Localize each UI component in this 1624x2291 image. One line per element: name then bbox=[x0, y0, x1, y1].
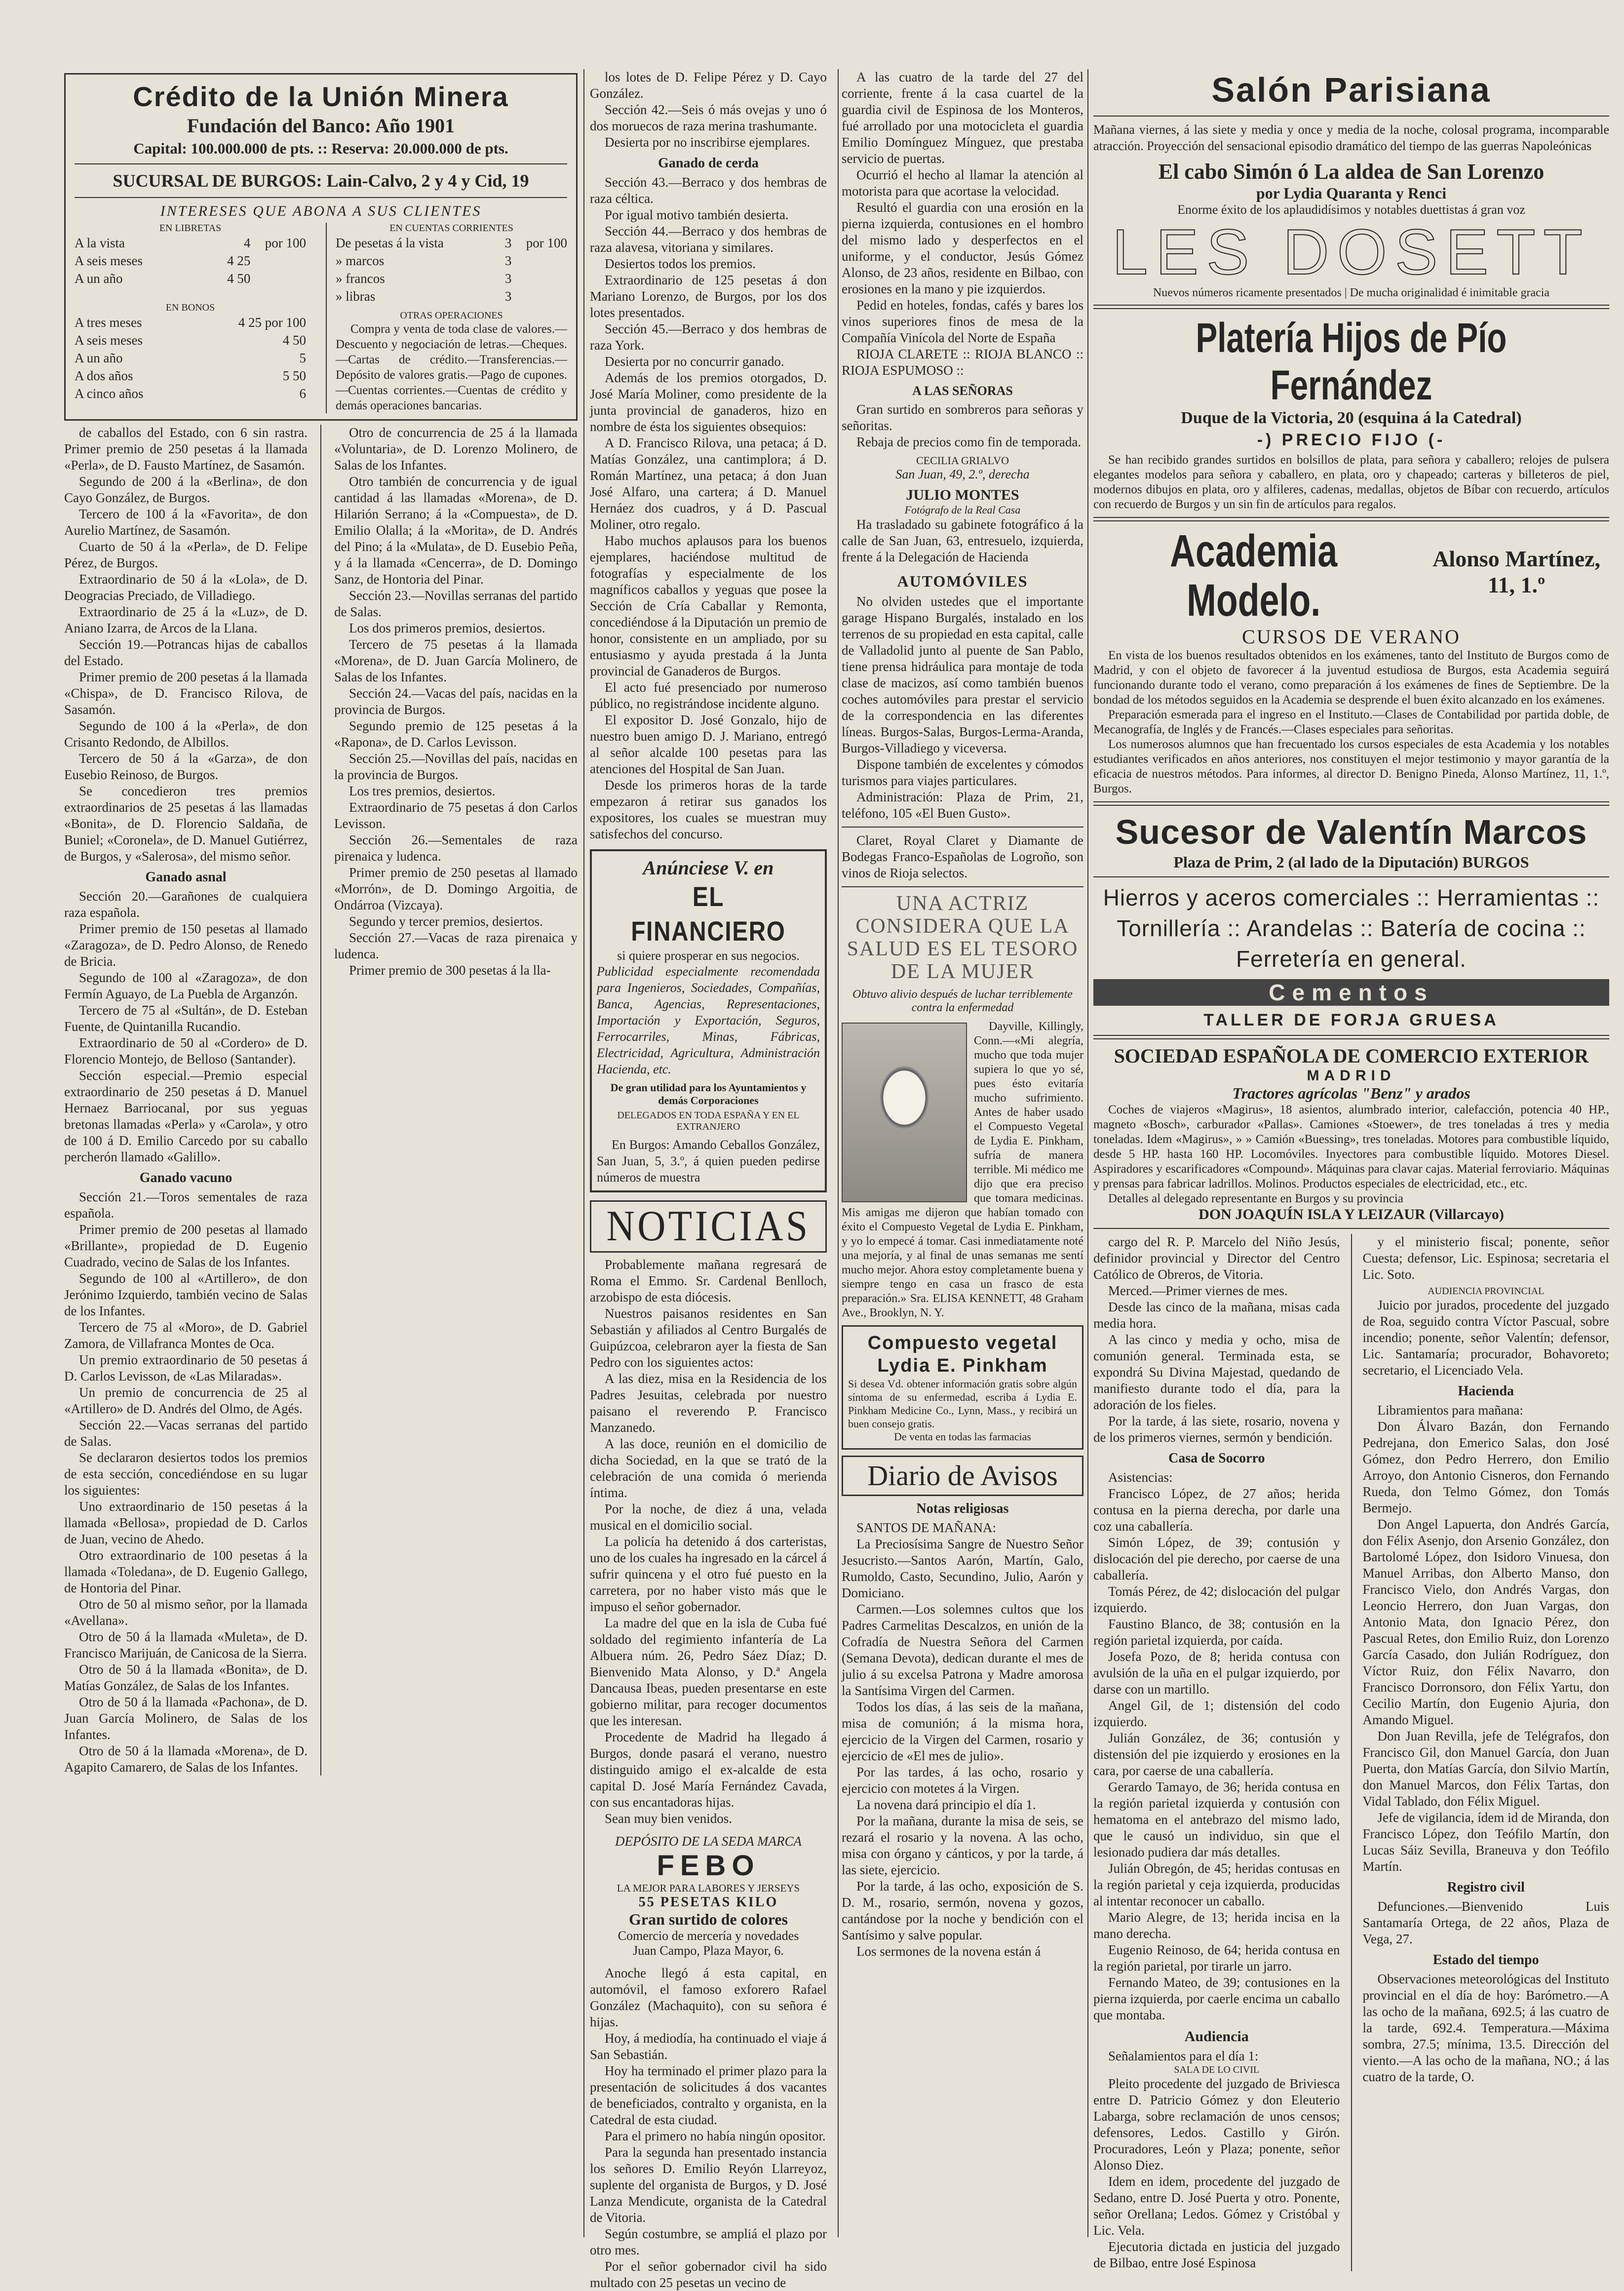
paragraph: Ocurrió el hecho al llamar la atención al motorista para que acortase la velocidad. bbox=[842, 167, 1083, 198]
paragraph: Faustino Blanco, de 38; contusión en la región parietal izquierda, por caída. bbox=[1093, 1617, 1340, 1648]
bank-capital: Capital: 100.000.000 de pts. :: Reserva: 20.000.000 de pts. bbox=[133, 140, 508, 157]
paragraph: Tercero de 50 á la «Garza», de don Eusebio Reinoso, de Burgos. bbox=[64, 751, 308, 782]
column-2b: A las cuatro de la tarde del 27 del corriente, frente á la casa cuartel de la guardia civil de Espinosa de los Monteros, fué arrollado por una motocicleta el guardia Emilio Domínguez Mínguez, que prestaba servicio de puertas. Ocurrió el hecho al llamar la atención al motorista para que acortase la velocidad. Resultó el guardia con una erosión en la pierna izquierda, contusiones en el hombro del mismo lado y desperfectos en el uniforme, y el conductor, Jesús Gómez Alonso, de 23 años, residente en Bilbao, con erosiones en la mano y pie izquierdos. Pedid en hoteles, fondas, cafés y bares los vinos superiores finos de mesa de la Compañía Vinícola del Norte de España RIOJA CLARETE :: RIOJA BLANCO :: RIOJA ESPUMOSO :: A LAS SEÑORAS Gran surtido en sombreros para señoras y señoritas. Rebaja de precios como fin de temporada. CECILIA GRIALVO San Juan, 49, 2.º, derecha JULIO MONTES Fotógrafo de la Real Casa Ha trasladado su gabinete fotográfico á la calle de San Juan, 63, entresuelo, izquierda, frente á la Delegación de Hacienda AUTOMÓVILES No olviden ustedes que el importante garage Hispano Burgalés, instalado en los terrenos de su propiedad en esta capital, calle de Valladolid junto al puente de San Pablo, tiene prensa hidráulica para montaje de toda clase de macizos, así como también buenos coches automóviles para prestar el servicio de la correspondencia en las diferentes líneas. Burgos-Salas, Burgos-Lerma-Aranda, Burgos-Villadiego y viceversa. Dispone también de excelentes y cómodos turismos para viajes particulares. Administración: Plaza de Prim, 21, teléfono, 105 «El Buen Gusto». Claret, Royal Claret y Diamante de Bodegas Franco-Españolas de Logroño, son vinos de Rioja selectos. UNA ACTRIZ CONSIDERA QUE LA SALUD ES EL TESORO DE LA MUJER Obtuvo alivio después de luchar terriblemente contra la enfermedad Dayville, Killingly, Conn.—«Mi alegría, mucho que toda mujer supiera lo que yo sé, pues ésto evitaría mucho sufrimiento. Antes de haber usado el Compuesto Vegetal de Lydia E. Pinkham, sufría de manera terrible. Mi médico me dijo que era preciso que tomara medicinas. Mis amigas me dijeron que habían tomado con éxito el Compuesto Vegetal de Lydia E. Pinkham, y yo lo empecé á tomar. Casi inmediatamente noté una mejoría, y al final de unas semanas me sentí mucho mejor. Ahora estoy completamente buena y siempre tengo en casa un frasco de esta preparación.» Sra. ELISA KENNETT, 48 Graham Ave., Brooklyn, N. Y. Compuesto vegetal Lydia E. Pinkham Si desea Vd. obtener información gratis sobre algún síntoma de su enfermedad, escriba á Lydia E. Pinkham Medicine Co., Lynn, Mass., y recibirá un buen consejo gratis. De venta en todas las farmacias Diario de Avisos Notas religiosas SANTOS DE MAÑANA: La Preciosísima Sangre de Nuestro Señor Jesucristo.—Santos Aarón, Martín, Galo, Rumoldo, Casto, Secundino, Julio, Aarón y Domiciano. Carmen.—Los solemnes cultos que los Padres Carmelitas Descalzos, en unión de la Cofradía de Nuestra Señora del Carmen (Semana Devota), dedican durante el mes de julio á su excelsa Patrona y Madre amorosa la Santísima Virgen del Carmen. Todos los días, á las seis de la mañana, misa de comunión; á la misma hora, ejercicio de la Virgen del Carmen, rosario y ejercicio de «El mes de julio». Por las tardes, á las ocho, rosario y ejercicio con motetes á la Virgen. La novena dará principio el día 1. Por la mañana, durante la misa de seis, se rezará el rosario y la novena. A las ocho, misa con órgano y cánticos, y por la tarde, á las siete, ejercicio. Por la tarde, á las ocho, exposición de S. D. M., rosario, sermón, novena y gozos, cantándose por la noche y bendición con el Santísimo y salve popular. Los sermones de la novena están á bbox=[842, 70, 1083, 1959]
column-rule bbox=[1087, 69, 1088, 2237]
paragraph: Segundo y tercer premios, desiertos. bbox=[349, 914, 543, 929]
paragraph: Desierta por no concurrir ganado. bbox=[605, 354, 784, 369]
rate-cell: A seis meses bbox=[75, 333, 143, 348]
paragraph: Primer premio de 300 pesetas á la lla- bbox=[349, 963, 551, 978]
rate-row bbox=[75, 234, 306, 252]
paragraph: Angel Gil, de 1; distensión del codo izquierdo. bbox=[1093, 1698, 1340, 1729]
bank-ad bbox=[64, 73, 578, 421]
column-3: Salón Parisiana Mañana viernes, á las siete y media y once y media de la noche, colosal programa, incomparable atracción. Proyección del sensacional episodio dramático del tiempo de las guerras Napoleónicas El cabo Simón ó La aldea de San Lorenzo por Lydia Quaranta y Renci Enorme éxito de los aplaudidísimos y notables duettistas á gran voz LES DOSETT Nuevos números ricamente presentados | De mucha originalidad é inimitable gracia Platería Hijos de Pío Fernández Duque de la Victoria, 20 (esquina á la Catedral) -) PRECIO FIJO (- Se han recibido grandes surtidos en bolsillos de plata, para señora y caballero; relojes de pulsera elegantes modelos para señora y caballero, en plata, oro y chapeado; carteras y billeteros de piel, modernos dibujos en plata, oro y alfileres, cadenas, medallas, objetos de Bíbar con recuerdo, artículos con recuerdo de Burgos y un sin fin de artículos para regalos. Academia Modelo. Alonso Martínez, 11, 1.º CURSOS DE VERANO En vista de los buenos resultados obtenidos en los exámenes, tanto del Instituto de Burgos como de Madrid, y con el objeto de favorecer á la juventud estudiosa de Burgos, esta Academia seguirá funcionando durante todo el verano, como preparación á los exámenes de fines de Septiembre. De la bondad de los métodos seguidos en la Academia se desprende el buen éxito alcanzado en los exámenes. Preparación esmerada para el ingreso en el Instituto.—Clases de Contabilidad por partida doble, de Mecanografía, de Inglés y de Francés.—Clases especiales para señoritas. Los numerosos alumnos que han frecuentado los cursos especiales de esta Academia y los notables estudiantes verificados en años anteriores, nos constituyen el mejor testimonio y mayor garantía de la eficacia de nuestros métodos. Para informes, al director D. Benigno Pineda, Alonso Martínez, 11, 1.º, Burgos. Sucesor de Valentín Marcos Plaza de Prim, 2 (al lado de la Diputación) BURGOS Hierros y aceros comerciales :: Herramientas :: Tornillería :: Arandelas :: Batería de cocina :: Ferretería en general. Cementos TALLER DE FORJA GRUESA SOCIEDAD ESPAÑOLA DE COMERCIO EXTERIOR MADRID Tractores agrícolas "Benz" y arados Coches de viajeros «Magirus», 18 asientos, alumbrado interior, calefacción, potencia 40 HP., magneto «Bosch», carburador «Pallas». Camiones «Stoewer», de tres toneladas á tres y media toneladas. Idem «Magirus», » » Camión «Buessing», tres toneladas. Motores para combustible líquido, desde 5 HP. hasta 160 HP. Locomóviles. Inyectores para combustible líquido. Motores Diesel. Aspiradores y escarificadores «Compound». Máquinas para clavar cajas. Material ferroviario. Máquinas y prensas para fabricar ladrillos. Molinos. Productos especiales de electricidad, etc., etc. Detalles al delegado representante en Burgos y su provincia DON JOAQUÍN ISLA Y LEIZAUR (Villarcayo) cargo del R. P. Marcelo del Niño Jesús, definidor provincial y Director del Centro Católico de Obreros, de Vitoria. Merced.—Primer viernes de mes. Desde las cinco de la mañana, misas cada media hora. A las cinco y media y ocho, misa de comunión general. Terminada esta, se expondrá Su Divina Majestad, quedando de manifiesto durante todo el día, para la adoración de los fieles. Por la tarde, á las siete, rosario, novena y de los primeros viernes, sermón y bendición. Casa de Socorro Asistencias: Francisco López, de 27 años; herida contusa en la pierna derecha, por darle una coz una caballería. Simón López, de 39; contusión y dislocación del pie derecho, por caerse de una caballería. Tomás Pérez, de 42; dislocación del pulgar izquierdo. Faustino Blanco, de 38; contusión en la región parietal izquierda, por caída. Josefa Pozo, de 8; herida contusa con avulsión de la uña en el pulgar izquierdo, por darse con un martillo. Angel Gil, de 1; distensión del codo izquierdo. Julián González, de 36; contusión y distensión del pie izquierdo y erosiones en la cara, por caerse de una caballería. Gerardo Tamayo, de 36; herida contusa en la región parietal izquierda y contusión con hematoma en el antebrazo del mismo lado, que le causó un individuo, sin que el lesionado pudiera dar más detalles. Julián Obregón, de 45; heridas contusas en la región parietal y ceja izquierda, producidas al intentar reconocer un caballo. Mario Alegre, de 13; herida incisa en la mano derecha. Eugenio Reinoso, de 64; herida contusa en la región parietal, por tirarle un jarro. Fernando Mateo, de 39; contusiones en la pierna izquierda, por caerle encima un caballo que montaba. Audiencia Señalamientos para el día 1: SALA DE LO CIVIL Pleito procedente del juzgado de Briviesca entre D. Patricio Gómez y don Eleuterio Labarga, sobre reclamación de unos censos; defensores, Ledos. Castillo y Girón. Procuradores, León y Plaza; ponente, señor Alonso Diez. Idem en idem, procedente del juzgado de Sedano, entre D. José Puerta y otro. Ponente, señor Orellana; Ledos. Gómez y Cristóbal y Lic. Vela. Ejecutoria dictada en justicia del juzgado de Bilbao, entre José Espinosa y el ministerio fiscal; ponente, señor Cuesta; defensor, Lic. Espinosa; secretaria el Lic. Soto. AUDIENCIA PROVINCIAL Juicio por jurados, procedente del juzgado de Roa, seguido contra Víctor Pascual, sobre incendio; ponente, señor Valentín; defensor, Lic. Santamaría; procurador, Bohavoreto; secretario, el Licenciado Vela. Hacienda Libramientos para mañana: Don Álvaro Bazán, don Fernando Pedrejana, don Emerico Salas, don José Gómez, don Pedro Herrero, don Emilio Arroyo, don Antonio Cisneros, don Fernando Rueda, don Telmo Gómez, don Tomás Bermejo. Don Angel Lapuerta, don Andrés García, don Félix Asenjo, don Arsenio González, don Bartolomé López, don Isidoro Vinuesa, don Manuel Arribas, don Alberto Manso, don Francisco Vielo, don Andrés Vargas, don Leoncio Herrero, don Juan Vargas, don Antonio Mata, don Ignacio Pérez, don Pascual Retes, don Emilio Ruiz, don Lorenzo García Casado, don Julián Rodríguez, don Víctor Ruiz, don Félix Navarro, don Francisco Dorronsoro, don Félix Yartu, don Cecilio Martín, don Eugenio Ajuria, don Amando Miguel. Don Juan Revilla, jefe de Telégrafos, don Francisco Gil, don Manuel García, don Juan Puerta, don Matías García, don Silvio Martín, don Manuel Marcos, don Félix Tartas, don Vidal Tablado, don Félix Miguel. Jefe de vigilancia, ídem id de Miranda, don Francisco López, don Teófilo Martín, don Lucas Sáiz Sevilla, Braneuva y don Teófilo Martín. Registro civil Defunciones.—Bienvenido Luis Santamaría Ortega, de 22 años, Plaza de Vega, 27. Estado del tiempo Observaciones meteorológicas del Instituto provincial en el día de hoy: Barómetro.—A las ocho de la mañana, 692.5; á las cuatro de la tarde, 692.4. Temperatura.—Máxima sombra, 27.5; mínima, 13.5. Dirección del viento.—A las ocho de la mañana, NO.; á las cuatro de la tarde, O. bbox=[1093, 69, 1609, 2237]
rate-cell: 3 bbox=[504, 253, 512, 268]
bank-branch: SUCURSAL DE BURGOS: Lain-Calvo, 2 y 4 y Cid, 19 bbox=[113, 171, 529, 191]
paragraph: Mario Alegre, de 13; herida incisa en la mano derecha. bbox=[1093, 1910, 1340, 1941]
bank-name: Crédito de la Unión Minera bbox=[133, 81, 509, 112]
rate-cell bbox=[250, 270, 306, 287]
column-1-articles bbox=[64, 425, 578, 1776]
section-heading: Ganado de cerda bbox=[658, 156, 759, 171]
rate-row bbox=[75, 314, 306, 331]
paragraph: Otro de 50 á la llamada «Morena», de D. Agapito Camarero, de Salas de los Infantes. bbox=[64, 1743, 308, 1775]
paragraph: La policía ha detenido á dos carteristas, uno de los cuales ha ingresado en la cárcel á sufrir quincena y el otro fué puesto en la carretera, por no haber visto más que le impuso el señor gobernador. bbox=[590, 1534, 827, 1614]
paragraph: Segundo de 100 á la «Perla», de don Crisanto Redondo, de Albillos. bbox=[64, 718, 308, 750]
article-concurso-right bbox=[334, 425, 578, 1776]
plateria-title: Platería Hijos de Pío Fernández bbox=[1196, 315, 1507, 408]
rate-row bbox=[75, 252, 306, 270]
paragraph: A las doce, reunión en el domicilio de dicha Sociedad, en la que se trató de la celebración de una comida ó merienda íntima. bbox=[590, 1436, 827, 1500]
paragraph: El acto fué presenciado por numeroso público, no registrándose incidente alguno. bbox=[590, 680, 827, 711]
paragraph: Otro extraordinario de 100 pesetas á la llamada «Toledana», de D. Eugenio Gallego, de Hontoria del Pinar. bbox=[64, 1548, 308, 1595]
paragraph: Sección 43.—Berraco y dos hembras de raza céltica. bbox=[590, 175, 827, 206]
paragraph: Eugenio Reinoso, de 64; herida contusa en la región parietal, por tirarle un jarro. bbox=[1093, 1942, 1340, 1974]
paragraph: Desierta por no inscribirse ejemplares. bbox=[605, 135, 811, 150]
paragraph: A D. Francisco Rilova, una petaca; á D. Matías González, una cantimplora; á D. Román Martínez, una petaca; á don Juan José Alfaro, una cartera; á D. Manuel Hernáez dos cuadros, y á D. Pascual Moliner, otro regalo. bbox=[590, 435, 827, 532]
paragraph: Cuarto de 50 á la «Perla», de D. Felipe Pérez, de Burgos. bbox=[64, 539, 308, 570]
paragraph: Primer premio de 200 pesetas al llamado «Brillante», propiedad de D. Eugenio Cuadrado, vecino de Salas de los Infantes. bbox=[64, 1222, 308, 1269]
pinkham-ad: Compuesto vegetal Lydia E. Pinkham Si desea Vd. obtener información gratis sobre algún síntoma de su enfermedad, escriba á Lydia E. Pinkham Medicine Co., Lynn, Mass., y recibirá un buen consejo gratis. De venta en todas las farmacias bbox=[842, 1325, 1083, 1450]
rate-row bbox=[75, 331, 306, 349]
paragraph: La novena dará principio el día 1. bbox=[856, 1797, 1036, 1812]
rate-cell bbox=[511, 252, 567, 270]
paragraph: Tercero de 100 á la «Favorita», de don Aurelio Martínez, de Sasamón. bbox=[64, 507, 308, 538]
paragraph: Uno extraordinario de 150 pesetas á la llamada «Bellosa», propiedad de D. Carlos de Juan, vecino de Ahedo. bbox=[64, 1499, 308, 1546]
paragraph: Gerardo Tamayo, de 36; herida contusa en la región parietal izquierda y contusión con hematoma en el antebrazo del mismo lado, que le causó un individuo, sin que el lesionado pudiera dar más detalles. bbox=[1093, 1779, 1340, 1859]
paragraph: Tomás Pérez, de 42; dislocación del pulgar izquierdo. bbox=[1093, 1584, 1340, 1615]
paragraph: Para la segunda han presentado instancia los señores D. Emilio Reyón Llarreyoz, suplente del organista de Burgos, y D. José Lanza Mendicute, organista de la Catedral de Vitoria. bbox=[590, 2145, 827, 2225]
rate-cell bbox=[511, 287, 567, 305]
paragraph: La madre del que en la isla de Cuba fué soldado del regimiento infantería de La Albuera núm. 26, Pedro Sáez Díaz; D. Bienvenido Mata Alonso, y D.ª Angela Dancausa Ibeas, pueden presentarse en este gobierno militar, para recoger documentos que les interesan. bbox=[590, 1616, 827, 1728]
paragraph: Julián González, de 36; contusión y distensión del pie izquierdo y erosiones en la cara, por caerse de una caballería. bbox=[1093, 1731, 1340, 1778]
paragraph: Desiertos todos los premios. bbox=[605, 256, 756, 271]
paragraph: Sección 22.—Vacas serranas del partido de Salas. bbox=[64, 1418, 308, 1449]
paragraph: Además de los premios otorgados, D. José María Moliner, como presidente de la junta provincial de ganaderos, hizo en nombre de ésta los siguientes obsequios: bbox=[590, 370, 827, 434]
column-rule bbox=[583, 69, 584, 2237]
column-2a bbox=[590, 69, 827, 2290]
paragraph: Extraordinario de 125 pesetas á don Mariano Lorenzo, de Burgos, por los dos lotes presentados. bbox=[590, 273, 827, 320]
paragraph: Anoche llegó á esta capital, en automóvil, el famoso exforero Rafael González (Machaquito), con su señora é hijas. bbox=[590, 1966, 827, 2029]
paragraph: Julián Obregón, de 45; heridas contusas en la región parietal y ceja izquierda, producidas al intentar reconocer un caballo. bbox=[1093, 1861, 1340, 1908]
paragraph: Primer premio de 250 pesetas al llamado «Morrón», de D. Domingo Argoitia, de Ondárroa (Vizcaya). bbox=[334, 865, 578, 912]
paragraph: Tercero de 75 pesetas á la llamada «Morena», de D. Juan García Molinero, de Salas de los Infantes. bbox=[334, 637, 578, 684]
rate-row bbox=[75, 270, 306, 287]
paragraph: Otro de 50 al mismo señor, por la llamada «Avellana». bbox=[64, 1597, 308, 1628]
paragraph: Segundo de 100 al «Zaragoza», de don Fermín Aguayo, de La Puebla de Arganzón. bbox=[64, 970, 308, 1001]
paragraph: Sección 27.—Vacas de raza pirenaica y ludenca. bbox=[334, 930, 578, 961]
salon-title: Salón Parisiana bbox=[1211, 71, 1491, 109]
rate-cell: 6 bbox=[299, 386, 306, 401]
paragraph: Para el primero no había ningún opositor. bbox=[605, 2129, 826, 2143]
paragraph: Sección 42.—Seis ó más ovejas y uno ó dos moruecos de raza merina trashumante. bbox=[590, 102, 827, 133]
paragraph: Un premio de concurrencia de 25 al «Artillero» de D. Andrés del Olmo, de Agés. bbox=[64, 1385, 308, 1416]
paragraph: Procedente de Madrid ha llegado á Burgos, donde pasará el verano, nuestro distinguido amigo el ex-alcalde de esta capital D. José María Fernández Cavada, con sus encantadoras hijas. bbox=[590, 1730, 827, 1810]
paragraph: Extraordinario de 50 al «Cordero» de D. Florencio Montejo, de Belloso (Santander). bbox=[64, 1035, 308, 1066]
paragraph: Por la mañana, durante la misa de seis, se rezará el rosario y la novena. A las ocho, misa con órgano y cánticos, y por la tarde, á las siete, ejercicio. bbox=[842, 1814, 1083, 1877]
paragraph: RIOJA CLARETE :: RIOJA BLANCO :: RIOJA ESPUMOSO :: bbox=[842, 347, 1083, 378]
paragraph: Sección 20.—Garañones de cualquiera raza española. bbox=[64, 889, 308, 920]
paragraph: Otro de 50 á la llamada «Muleta», de D. Francisco Marijuán, de Canicosa de la Sierra. bbox=[64, 1629, 308, 1660]
financiero-name: EL FINANCIERO bbox=[631, 881, 786, 947]
rate-cell bbox=[511, 270, 567, 287]
paragraph: Juicio por jurados, procedente del juzgado de Roa, seguido contra Víctor Pascual, sobre incendio; ponente, señor Valentín; defensor, Lic. Santamaría; procurador, Bohavoreto; secretario, el Licenciado Vela. bbox=[1362, 1298, 1609, 1378]
rate-cell: A tres meses bbox=[75, 315, 142, 330]
paragraph: Otro de 50 á la llamada «Pachona», de D. Juan García Molinero, de Salas de los Infantes. bbox=[64, 1695, 308, 1742]
rate-cell: 3 bbox=[504, 289, 512, 304]
rate-cell: 4 bbox=[243, 236, 251, 250]
paragraph: Los sermones de la novena están á bbox=[856, 1944, 1041, 1959]
rate-row bbox=[336, 287, 567, 305]
rate-row bbox=[336, 252, 567, 270]
rate-cell: » libras bbox=[336, 289, 376, 304]
paragraph: Nuestros paisanos residentes en San Sebastián y afiliados al Centro Burgalés de Guipúzcoa, celebraron ayer la fiesta de San Pedro con los siguientes actos: bbox=[590, 1306, 827, 1370]
paragraph: La Preciosísima Sangre de Nuestro Señor Jesucristo.—Santos Aarón, Martín, Galo, Rumoldo, Casto, Secundino, Julio, Aarón y Domiciano. bbox=[842, 1537, 1083, 1600]
paragraph: A las cinco y media y ocho, misa de comunión general. Terminada esta, se expondrá Su Divina Majestad, quedando de manifiesto durante todo el día, para la adoración de los fieles. bbox=[1093, 1332, 1340, 1412]
diario-header: Diario de Avisos bbox=[842, 1456, 1083, 1496]
article-concurso-left bbox=[64, 425, 308, 1776]
paragraph: Josefa Pozo, de 8; herida contusa con avulsión de la uña en el pulgar izquierdo, por darse con un martillo. bbox=[1093, 1649, 1340, 1697]
sucesor-title: Sucesor de Valentín Marcos bbox=[1115, 813, 1587, 851]
paragraph: Desde las cinco de la mañana, misas cada media hora. bbox=[1093, 1300, 1340, 1331]
rate-cell: 4 50 bbox=[227, 271, 251, 286]
rate-cell: De pesetas á la vista bbox=[336, 236, 444, 250]
paragraph: Sección 25.—Novillas del país, nacidas en la provincia de Burgos. bbox=[334, 751, 578, 782]
paragraph: Sección 26.—Sementales de raza pirenaica y ludenca. bbox=[334, 832, 578, 864]
academia-header: Academia Modelo. Alonso Martínez, 11, 1.º bbox=[1170, 526, 1601, 626]
paragraph: cargo del R. P. Marcelo del Niño Jesús, definidor provincial y Director del Centro Católico de Obreros, de Vitoria. bbox=[1093, 1234, 1340, 1282]
otras-text: Compra y venta de toda clase de valores.—Descuento y negociación de letras.—Cheques.—Cartas de crédito.—Transferencias.—Depósito de valores gratis.—Pago de cupones.—Cuentas corrientes.—Cuentas de crédito y demás operaciones bancarias. bbox=[336, 322, 567, 412]
paragraph: Sección 45.—Berraco y dos hembras de raza York. bbox=[590, 321, 827, 353]
rate-cell: 3 bbox=[504, 271, 512, 286]
paragraph: Por el señor gobernador civil ha sido multado con 25 pesetas un vecino de bbox=[590, 2259, 827, 2290]
section-heading: Ganado asnal bbox=[145, 869, 227, 885]
paragraph: Pedid en hoteles, fondas, cafés y bares los vinos superiores finos de mesa de la Compañía Vinícola del Norte de España bbox=[842, 298, 1083, 345]
paragraph: Tercero de 75 al «Moro», de D. Gabriel Zamora, de Villafranca Montes de Oca. bbox=[64, 1320, 308, 1351]
rate-cell: A dos años bbox=[75, 368, 133, 383]
column-3-news bbox=[1093, 1234, 1609, 2271]
paragraph: Otro de concurrencia de 25 á la llamada «Voluntaria», de D. Lorenzo Molinero, de Salas de los Infantes. bbox=[334, 425, 578, 473]
column-1 bbox=[64, 69, 578, 2237]
paragraph: Por la tarde, á las siete, rosario, novena y de los primeros viernes, sermón y bendición. bbox=[1093, 1414, 1340, 1445]
paragraph: El expositor D. José Gonzalo, hijo de nuestro buen amigo D. J. Mariano, entregó al señor alcalde 100 pesetas para las atenciones del Hospital de San Juan. bbox=[590, 712, 827, 776]
rate-cell: 4 50 bbox=[282, 333, 306, 348]
paragraph: y el ministerio fiscal; ponente, señor Cuesta; defensor, Lic. Espinosa; secretaria el Lic. Soto. bbox=[1362, 1234, 1609, 1282]
rate-cell: 4 25 por 100 bbox=[238, 315, 306, 330]
rate-cell bbox=[250, 252, 306, 270]
paragraph: Por la tarde, á las ocho, exposición de S. D. M., rosario, sermón, novena y gozos, cantándose por la noche y bendición con el Santísimo y salve popular. bbox=[842, 1879, 1083, 1942]
paragraph: A las diez, misa en la Residencia de los Padres Jesuitas, celebrada por nuestro paisano el reverendo P. Francisco Manzanedo. bbox=[590, 1371, 827, 1435]
paragraph: de caballos del Estado, con 6 sin rastra. Primer premio de 250 pesetas á la llamada «Perla», de D. Fausto Martínez, de Sasamón. bbox=[64, 425, 308, 473]
paragraph: Sección 23.—Novillas serranas del partido de Salas. bbox=[334, 588, 578, 619]
column-3-news-left: cargo del R. P. Marcelo del Niño Jesús, definidor provincial y Director del Centro Católico de Obreros, de Vitoria. Merced.—Primer viernes de mes. Desde las cinco de la mañana, misas cada media hora. A las cinco y media y ocho, misa de comunión general. Terminada esta, se expondrá Su Divina Majestad, quedando de manifiesto durante todo el día, para la adoración de los fieles. Por la tarde, á las siete, rosario, novena y de los primeros viernes, sermón y bendición. Casa de Socorro Asistencias: Francisco López, de 27 años; herida contusa en la pierna derecha, por darle una coz una caballería. Simón López, de 39; contusión y dislocación del pie derecho, por caerse de una caballería. Tomás Pérez, de 42; dislocación del pulgar izquierdo. Faustino Blanco, de 38; contusión en la región parietal izquierda, por caída. Josefa Pozo, de 8; herida contusa con avulsión de la uña en el pulgar izquierdo, por darse con un martillo. Angel Gil, de 1; distensión del codo izquierdo. Julián González, de 36; contusión y distensión del pie izquierdo y erosiones en la cara, por caerse de una caballería. Gerardo Tamayo, de 36; herida contusa en la región parietal izquierda y contusión con hematoma en el antebrazo del mismo lado, que le causó un individuo, sin que el lesionado pudiera dar más detalles. Julián Obregón, de 45; heridas contusas en la región parietal y ceja izquierda, producidas al intentar reconocer un caballo. Mario Alegre, de 13; herida incisa en la mano derecha. Eugenio Reinoso, de 64; herida contusa en la región parietal, por tirarle un jarro. Fernando Mateo, de 39; contusiones en la pierna izquierda, por caerle encima un caballo que montaba. Audiencia Señalamientos para el día 1: SALA DE LO CIVIL Pleito procedente del juzgado de Briviesca entre D. Patricio Gómez y don Eleuterio Labarga, sobre reclamación de unos censos; defensores, Ledos. Castillo y Girón. Procuradores, León y Plaza; ponente, señor Alonso Diez. Idem en idem, procedente del juzgado de Sedano, entre D. José Puerta y otro. Ponente, señor Orellana; Ledos. Gómez y Cristóbal y Lic. Vela. Ejecutoria dictada en justicia del juzgado de Bilbao, entre José Espinosa bbox=[1093, 1234, 1340, 2270]
paragraph: Desde los primeros horas de la tarde empezaron á retirar sus ganados los expositores, los cuales se muestran muy satisfechos del concurso. bbox=[590, 778, 827, 841]
paragraph: Segundo de 100 al «Artillero», de don Jerónimo Izquierdo, también vecino de Salas de los Infantes. bbox=[64, 1271, 308, 1318]
paragraph: Los tres premios, desiertos. bbox=[349, 784, 496, 798]
paragraph: Se concedieron tres premios extraordinarios de 25 pesetas á las llamadas «Bonita», de D. Florencio Saldaña, de Buniel; «Coronela», de D. Manuel Gutiérrez, de Burgos, y «Salerosa», del mismo señor. bbox=[64, 784, 308, 864]
paragraph: Según costumbre, se ampliá el plazo por otro mes. bbox=[590, 2226, 827, 2257]
rate-cell: 3 bbox=[504, 236, 512, 250]
paragraph: Sean muy bien venidos. bbox=[605, 1811, 732, 1826]
column-2 bbox=[590, 69, 1083, 2290]
paragraph: A las cuatro de la tarde del 27 del corriente, frente á la casa cuartel de la guardia civil de Espinosa de los Monteros, fué arrollado por una motocicleta el guardia Emilio Domínguez Mínguez, que prestaba servicio de puertas. bbox=[842, 70, 1083, 166]
cementos-banner: Cementos bbox=[1093, 979, 1609, 1006]
paragraph: Primer premio de 150 pesetas al llamado «Zaragoza», de D. Pedro Alonso, de Renedo de Bricia. bbox=[64, 921, 308, 969]
section-heading: Ganado vacuno bbox=[139, 1170, 232, 1185]
rate-cell: 5 bbox=[299, 351, 306, 365]
paragraph: Por la noche, de diez á una, velada musical en el domicilio social. bbox=[590, 1501, 827, 1533]
rate-cell: A un año bbox=[75, 351, 123, 365]
interest-title: INTERESES QUE ABONA A SUS CLIENTES bbox=[160, 203, 482, 219]
paragraph: Resultó el guardia con una erosión en la pierna izquierda, contusiones en el hombro del mismo lado y desperfectos en el uniforme, y el conductor, Jesús Gómez Alonso, de 23 años, residente en Bilbao, con erosiones en la mano y pie izquierdos. bbox=[842, 200, 1083, 296]
rate-cell: A cinco años bbox=[75, 386, 144, 401]
paragraph: Todos los días, á las seis de la mañana, misa de comunión; á la misma hora, ejercicio de la Virgen del Carmen, rosario y ejercicio de «El mes de julio». bbox=[842, 1699, 1083, 1763]
rate-cell: por 100 bbox=[526, 236, 567, 250]
financiero-ad: Anúnciese V. en EL FINANCIERO si quiere prosperar en sus negocios. Publicidad especialmente recomendada para Ingenieros, Sociedades, Compañías, Banca, Agencias, Representaciones, Importación y Exportación, Seguros, Ferrocarriles, Minas, Fábricas, Electricidad, Agricultura, Administración Hacienda, etc. De gran utilidad para los Ayuntamientos y demás Corporaciones DELEGADOS EN TODA ESPAÑA Y EN EL EXTRANJERO En Burgos: Amando Ceballos González, San Juan, 5, 3.º, á quien pueden pedirse números de muestra bbox=[590, 849, 827, 1192]
paragraph: Tercero de 75 al «Sultán», de D. Esteban Fuente, de Quintanilla Rucandio. bbox=[64, 1003, 308, 1034]
paragraph: Un premio extraordinario de 50 pesetas á D. Carlos Levisson, de «Las Milaradas». bbox=[64, 1352, 308, 1383]
rate-row bbox=[75, 367, 306, 385]
dosett-title: LES DOSETT bbox=[1112, 216, 1591, 288]
febo-ad: DEPÓSITO DE LA SEDA MARCA FEBO LA MEJOR PARA LABORES Y JERSEYS 55 PESETAS KILO Gran surtido de colores Comercio de mercería y novedades Juan Campo, Plaza Mayor, 6. bbox=[615, 1834, 802, 1958]
paragraph: Segundo premio de 125 pesetas á la «Rapona», de D. Carlos Levisson. bbox=[334, 718, 578, 750]
rate-cell: 5 50 bbox=[282, 368, 306, 383]
cuentas-table: EN CUENTAS CORRIENTES De pesetas á la vista 3 por 100 » marcos 3 » francos 3 » libras 3 OTRAS OPERACIONES Compra y venta de toda clase de valores.—Descuento y negociación de letras.—Cheques.—Cartas de crédito.—Transferencias.—Depósito de valores gratis.—Pago de cupones.—Cuentas corrientes.—Cuentas de crédito y demás operaciones bancarias. bbox=[326, 223, 567, 413]
rate-cell: A un año bbox=[75, 271, 123, 286]
paragraph: Sección especial.—Premio especial extraordinario de 250 pesetas á D. Manuel Hernaez Barriocanal, por sus yeguas bretonas llamadas «Perla» y «Carola», y otro de 100 á D. Emilio Carcedo por su caballo percherón llamado «Galillo». bbox=[64, 1068, 308, 1164]
column-3-news-right: y el ministerio fiscal; ponente, señor Cuesta; defensor, Lic. Espinosa; secretaria el Lic. Soto. AUDIENCIA PROVINCIAL Juicio por jurados, procedente del juzgado de Roa, seguido contra Víctor Pascual, sobre incendio; ponente, señor Valentín; defensor, Lic. Santamaría; procurador, Bohavoreto; secretario, el Licenciado Vela. Hacienda Libramientos para mañana: Don Álvaro Bazán, don Fernando Pedrejana, don Emerico Salas, don José Gómez, don Pedro Herrero, don Emilio Arroyo, don Antonio Cisneros, don Fernando Rueda, don Telmo Gómez, don Tomás Bermejo. Don Angel Lapuerta, don Andrés García, don Félix Asenjo, don Arsenio González, don Bartolomé López, don Isidoro Vinuesa, don Manuel Arribas, don Alberto Manso, don Francisco Vielo, don Andrés Vargas, don Leoncio Herrero, don Juan Vargas, don Antonio Mata, don Ignacio Pérez, don Pascual Retes, don Emilio Ruiz, don Lorenzo García Casado, don Julián Rodríguez, don Víctor Ruiz, don Félix Navarro, don Francisco Dorronsoro, don Félix Yartu, don Cecilio Martín, don Eugenio Ajuria, don Amando Miguel. Don Juan Revilla, jefe de Telégrafos, don Francisco Gil, don Manuel García, don Juan Puerta, don Matías García, don Silvio Martín, don Manuel Marcos, don Félix Tartas, don Vidal Tablado, don Félix Miguel. Jefe de vigilancia, ídem id de Miranda, don Francisco López, don Teófilo Martín, don Lucas Sáiz Sevilla, Braneuva y don Teófilo Martín. Registro civil Defunciones.—Bienvenido Luis Santamaría Ortega, de 22 años, Plaza de Vega, 27. Estado del tiempo Observaciones meteorológicas del Instituto provincial en el día de hoy: Barómetro.—A las ocho de la mañana, 692.5; á las cuatro de la tarde, 692.4. Temperatura.—Máxima sombra, 27.5; mínima, 13.5. Dirección del viento.—A las ocho de la mañana, NO.; á las cuatro de la tarde, O. bbox=[1362, 1234, 1609, 2084]
rate-row bbox=[336, 270, 567, 287]
paragraph: Fernando Mateo, de 39; contusiones en la pierna izquierda, por caerle encima un caballo que montaba. bbox=[1093, 1975, 1340, 2022]
paragraph: Extraordinario de 75 pesetas á don Carlos Levisson. bbox=[334, 800, 578, 831]
pinkham-headline: UNA ACTRIZ CONSIDERA QUE LA SALUD ES EL TESORO DE LA MUJER bbox=[847, 892, 1079, 983]
paragraph: Merced.—Primer viernes de mes. bbox=[1108, 1283, 1288, 1298]
rate-cell: » marcos bbox=[336, 253, 385, 268]
paragraph: Sección 44.—Berraco y dos hembras de raza alavesa, vitoriana y similares. bbox=[590, 224, 827, 255]
rate-cell: por 100 bbox=[265, 236, 306, 250]
paragraph: Hoy ha terminado el primer plazo para la presentación de solicitudes á dos vacantes de beneficiados, contralto y organista, en la Catedral de esta ciudad. bbox=[590, 2063, 827, 2127]
paragraph: Habo muchos aplausos para los buenos ejemplares, haciéndose multitud de fotografías y especialmente de los magníficos caballos y yeguas que posee la Sección de Cría Caballar y Remonta, concediéndose á la Diputación un premio de honor, consistente en un ampliado, por su entusiasmo y ayuda prestada á la Junta provincial de Ganaderos de Burgos. bbox=[590, 533, 827, 678]
paragraph: Hoy, á mediodía, ha continuado el viaje á San Sebastián. bbox=[590, 2031, 827, 2062]
paragraph: Los dos primeros premios, desiertos. bbox=[349, 621, 545, 635]
rate-row bbox=[75, 349, 306, 367]
libretas-table: EN LIBRETAS A la vista 4 por 100 A seis meses 4 25 A un año 4 50 EN BONOS A tres meses 4 25 por 100 A seis meses 4 50 A un año 5 A dos años 5 50 A cinco años 6 bbox=[75, 223, 306, 413]
paragraph: Primer premio de 200 pesetas á la llamada «Chispa», de D. Francisco Rilova, de Sasamón. bbox=[64, 670, 308, 717]
paragraph: Sección 24.—Vacas del país, nacidas en la provincia de Burgos. bbox=[334, 686, 578, 717]
paragraph: Extraordinario de 50 á la «Lola», de D. Deogracias Preciado, de Villadiego. bbox=[64, 572, 308, 603]
rate-cell: 4 25 bbox=[227, 253, 251, 268]
noticias-header: NOTICIAS bbox=[590, 1200, 827, 1253]
paragraph: SANTOS DE MAÑANA: bbox=[856, 1520, 997, 1535]
paragraph: Francisco López, de 27 años; herida contusa en la pierna derecha, por darle una coz una caballería. bbox=[1093, 1486, 1340, 1534]
rate-row bbox=[336, 234, 567, 252]
paragraph: Otro también de concurrencia y de igual cantidad á las llamadas «Morena», de D. Hilarión Serrano; á la «Compuesta», de D. Emilio Olalla; á la «Morita», de D. Andrés del Pino; á la «Mulata», de D. Eusebio Peña, y á la llamada «Cencerra», de D. Domingo Sanz, de Hontoria del Pinar. bbox=[334, 474, 578, 587]
paragraph: Por las tardes, á las ocho, rosario y ejercicio con motetes á la Virgen. bbox=[842, 1765, 1083, 1796]
paragraph: Segundo de 200 á la «Berlina», de don Cayo González, de Burgos. bbox=[64, 474, 308, 505]
bank-founded: Fundación del Banco: Año 1901 bbox=[187, 115, 455, 137]
paragraph: Simón López, de 39; contusión y dislocación del pie derecho, por caerse de una caballería. bbox=[1093, 1535, 1340, 1582]
paragraph: Sección 21.—Toros sementales de raza española. bbox=[64, 1189, 308, 1221]
paragraph: Probablemente mañana regresará de Roma el Emmo. Sr. Cardenal Benlloch, arzobispo de esta diócesis. bbox=[590, 1257, 827, 1304]
rate-cell: A seis meses bbox=[75, 253, 143, 268]
rate-cell: » francos bbox=[336, 271, 385, 286]
paragraph: los lotes de D. Felipe Pérez y D. Cayo González. bbox=[590, 70, 827, 101]
paragraph: Sección 19.—Potrancas hijas de caballos del Estado. bbox=[64, 637, 308, 668]
paragraph: Se declararon desiertos todos los premios de esta sección, concediéndose en su lugar los siguientes: bbox=[64, 1450, 308, 1498]
interest-tables bbox=[75, 223, 567, 413]
paragraph: Por igual motivo también desierta. bbox=[605, 207, 789, 222]
paragraph: Extraordinario de 25 á la «Luz», de D. Aniano Izarra, de Arcos de la Llana. bbox=[64, 604, 308, 635]
rate-cell: A la vista bbox=[75, 236, 125, 250]
paragraph: Otro de 50 á la llamada «Bonita», de D. Matías González, de Salas de los Infantes. bbox=[64, 1662, 308, 1693]
rate-row bbox=[75, 385, 306, 402]
paragraph: Carmen.—Los solemnes cultos que los Padres Carmelitas Descalzos, en unión de la Cofradía de Nuestra Señora del Carmen (Semana Devota), dedican durante el mes de julio á su excelsa Patrona y Madre amorosa la Santísima Virgen del Carmen. bbox=[842, 1602, 1083, 1698]
woman-portrait-photo bbox=[842, 1023, 967, 1202]
